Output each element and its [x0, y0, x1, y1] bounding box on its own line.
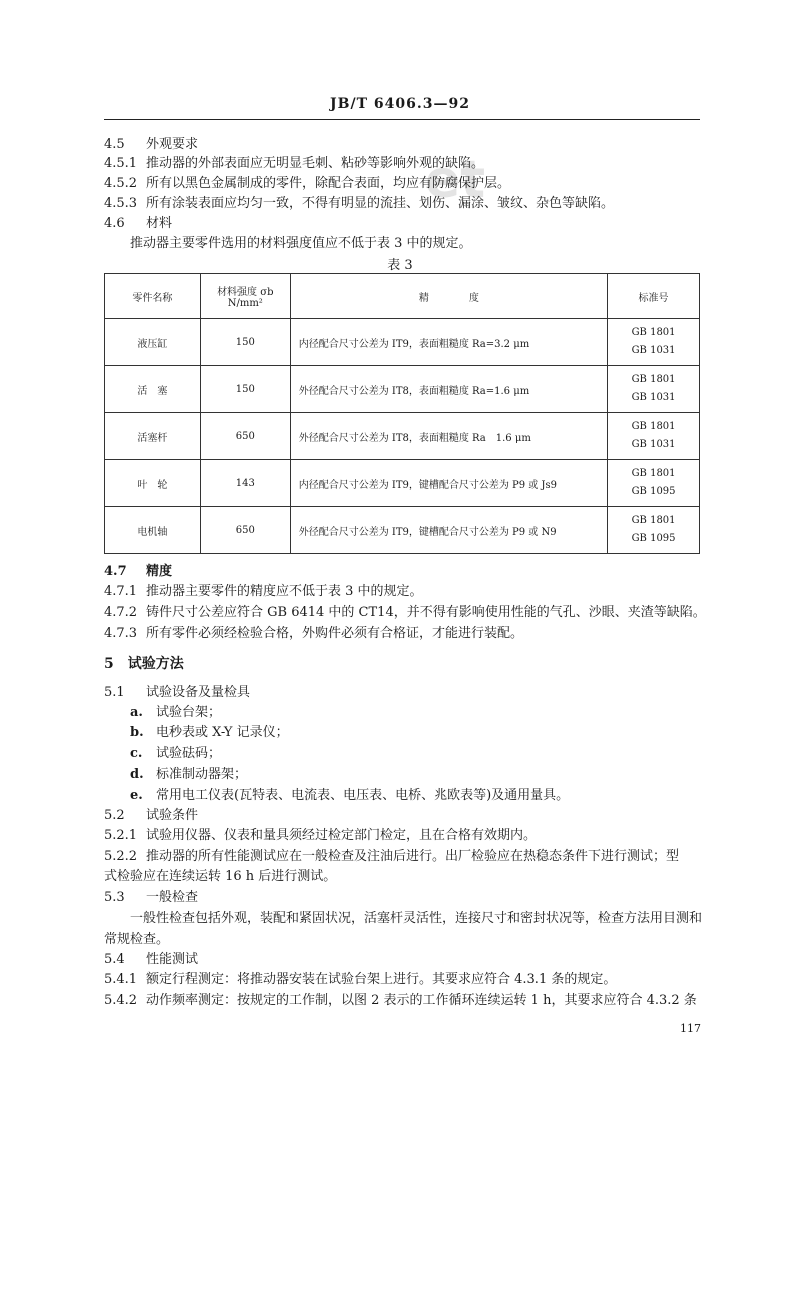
cell-strength: 150	[200, 366, 290, 413]
cell-strength: 650	[200, 507, 290, 554]
clause-4-7-3	[104, 622, 523, 641]
section-5-title: 5 试验方法	[104, 656, 184, 672]
cell-strength: 650	[200, 413, 290, 460]
item-marker: e.	[130, 788, 143, 803]
item-text: 试验砝码；	[156, 746, 222, 761]
clause-text: 额定行程测定：将推动器安装在试验台架上进行。其要求应符合 4.3.1 条的规定。	[146, 972, 617, 987]
section-4-6	[104, 212, 172, 231]
material-table	[104, 273, 700, 554]
material-intro: 推动器主要零件选用的材料强度值应不低于表 3 中的规定。	[130, 236, 472, 251]
standard-2: GB 1031	[631, 439, 676, 450]
section-title: 材料	[146, 216, 173, 231]
section-title: 精度	[146, 564, 173, 579]
section-5-1	[104, 681, 250, 700]
clause-text: 推动器主要零件的精度应不低于表 3 中的规定。	[146, 584, 423, 599]
clause-number: 4.5.2	[104, 176, 138, 191]
header-rule	[104, 119, 700, 120]
standard-2: GB 1031	[631, 392, 676, 403]
header-part-name: 零件名称	[105, 274, 201, 319]
section-title: 性能测试	[146, 952, 199, 967]
cell-precision: 外径配合尺寸公差为 IT8，表面粗糙度 Ra 1.6 μm	[290, 413, 607, 460]
clause-number: 4.7.1	[104, 584, 138, 599]
clause-5-2-2-continued: 式检验应在连续运转 16 h 后进行测试。	[104, 869, 337, 884]
section-title: 试验设备及量检具	[146, 685, 251, 700]
clause-number: 4.5.1	[104, 156, 138, 171]
section-4-5	[104, 133, 198, 152]
standard-1: GB 1801	[631, 515, 676, 526]
cell-strength: 150	[200, 319, 290, 366]
clause-number: 5.2.2	[104, 849, 138, 864]
cell-standard	[608, 413, 700, 460]
section-number: 5.2	[104, 808, 125, 823]
cell-standard	[608, 366, 700, 413]
clause-4-7-1	[104, 580, 423, 599]
clause-5-4-2	[104, 989, 697, 1008]
clause-text: 所有零件必须经检验合格，外购件必须有合格证，才能进行装配。	[146, 626, 524, 641]
clause-text: 推动器的所有性能测试应在一般检查及注油后进行。出厂检验应在热稳态条件下进行测试；型	[146, 849, 680, 864]
section-5-3-body: 一般性检查包括外观，装配和紧固状况，活塞杆灵活性，连接尺寸和密封状况等，检查方法用目测和	[130, 911, 703, 926]
table-row	[105, 319, 700, 366]
watermark: et	[425, 150, 486, 210]
table-row	[105, 413, 700, 460]
clause-5-2-1	[104, 824, 536, 843]
clause-4-5-1	[104, 152, 484, 171]
standard-1: GB 1801	[631, 421, 676, 432]
clause-4-5-2	[104, 172, 510, 191]
standard-2: GB 1031	[631, 345, 676, 356]
item-text: 试验台架；	[156, 705, 222, 720]
equip-item	[130, 784, 569, 803]
header-standard: 标准号	[608, 274, 700, 319]
clause-number: 5.4.2	[104, 993, 138, 1008]
standard-2: GB 1095	[631, 486, 676, 497]
cell-strength: 143	[200, 460, 290, 507]
section-title: 一般检查	[146, 890, 199, 905]
clause-number: 4.7.3	[104, 626, 138, 641]
table-row	[105, 507, 700, 554]
header-strength-label: 材料强度 σb	[217, 287, 274, 298]
standard-1: GB 1801	[631, 374, 676, 385]
cell-part-name: 电机轴	[105, 507, 201, 554]
cell-part-name: 液压缸	[105, 319, 201, 366]
section-5-2	[104, 804, 198, 823]
section-number: 4.6	[104, 216, 125, 231]
section-title: 外观要求	[146, 137, 199, 152]
cell-standard	[608, 507, 700, 554]
clause-number: 5.4.1	[104, 972, 138, 987]
cell-precision: 内径配合尺寸公差为 IT9，表面粗糙度 Ra=3.2 μm	[290, 319, 607, 366]
cell-part-name: 活塞杆	[105, 413, 201, 460]
section-number: 4.7	[104, 564, 127, 579]
table-row	[105, 366, 700, 413]
clause-text: 推动器的外部表面应无明显毛刺、粘砂等影响外观的缺陷。	[146, 156, 485, 171]
section-5-3	[104, 886, 198, 905]
section-number: 5.1	[104, 685, 125, 700]
page-header: JB/T 6406.3—92	[330, 96, 470, 112]
section-4-7	[104, 560, 172, 579]
cell-precision: 内径配合尺寸公差为 IT9，键槽配合尺寸公差为 P9 或 Js9	[290, 460, 607, 507]
clause-text: 动作频率测定：按规定的工作制，以图 2 表示的工作循环连续运转 1 h，其要求应符合 4.3.2 条	[146, 993, 697, 1008]
standard-1: GB 1801	[631, 327, 676, 338]
equip-item	[130, 763, 247, 782]
item-text: 常用电工仪表(瓦特表、电流表、电压表、电桥、兆欧表等)及通用量具。	[156, 788, 570, 803]
standard-2: GB 1095	[631, 533, 676, 544]
clause-number: 4.5.3	[104, 196, 138, 211]
item-text: 标准制动器架；	[156, 767, 248, 782]
table-row	[105, 460, 700, 507]
item-marker: b.	[130, 725, 144, 740]
equip-item	[130, 742, 221, 761]
section-5-4	[104, 948, 198, 967]
cell-part-name: 活 塞	[105, 366, 201, 413]
section-number: 5.4	[104, 952, 125, 967]
cell-standard	[608, 460, 700, 507]
header-strength	[200, 274, 290, 319]
header-strength-unit: N/mm²	[227, 298, 263, 309]
cell-precision: 外径配合尺寸公差为 IT8，表面粗糙度 Ra=1.6 μm	[290, 366, 607, 413]
clause-4-7-2	[104, 601, 706, 620]
cell-standard	[608, 319, 700, 366]
clause-number: 4.7.2	[104, 605, 138, 620]
clause-4-5-3	[104, 192, 614, 211]
section-5-3-body-continued: 常规检查。	[104, 932, 170, 947]
standard-1: GB 1801	[631, 468, 676, 479]
clause-text: 所有以黑色金属制成的零件，除配合表面，均应有防腐保护层。	[146, 176, 511, 191]
item-marker: d.	[130, 767, 144, 782]
clause-5-2-2	[104, 845, 679, 864]
clause-5-4-1	[104, 968, 616, 987]
equip-item	[130, 721, 289, 740]
section-number: 4.5	[104, 137, 125, 152]
cell-precision: 外径配合尺寸公差为 IT9，键槽配合尺寸公差为 P9 或 N9	[290, 507, 607, 554]
section-title: 试验条件	[146, 808, 199, 823]
clause-text: 所有涂装表面应均匀一致，不得有明显的流挂、划伤、漏涂、皱纹、杂色等缺陷。	[146, 196, 615, 211]
section-number: 5.3	[104, 890, 125, 905]
table-header-row	[105, 274, 700, 319]
clause-number: 5.2.1	[104, 828, 138, 843]
cell-part-name: 叶 轮	[105, 460, 201, 507]
clause-text: 试验用仪器、仪表和量具须经过检定部门检定，且在合格有效期内。	[146, 828, 537, 843]
clause-text: 铸件尺寸公差应符合 GB 6414 中的 CT14，并不得有影响使用性能的气孔、沙眼、夹渣等缺陷。	[146, 605, 706, 620]
item-marker: a.	[130, 705, 143, 720]
header-precision: 精 度	[290, 274, 607, 319]
table-caption: 表 3	[387, 258, 413, 273]
item-text: 电秒表或 X-Y 记录仪；	[156, 725, 289, 740]
page-number: 117	[680, 1022, 701, 1035]
equip-item	[130, 701, 221, 720]
item-marker: c.	[130, 746, 143, 761]
